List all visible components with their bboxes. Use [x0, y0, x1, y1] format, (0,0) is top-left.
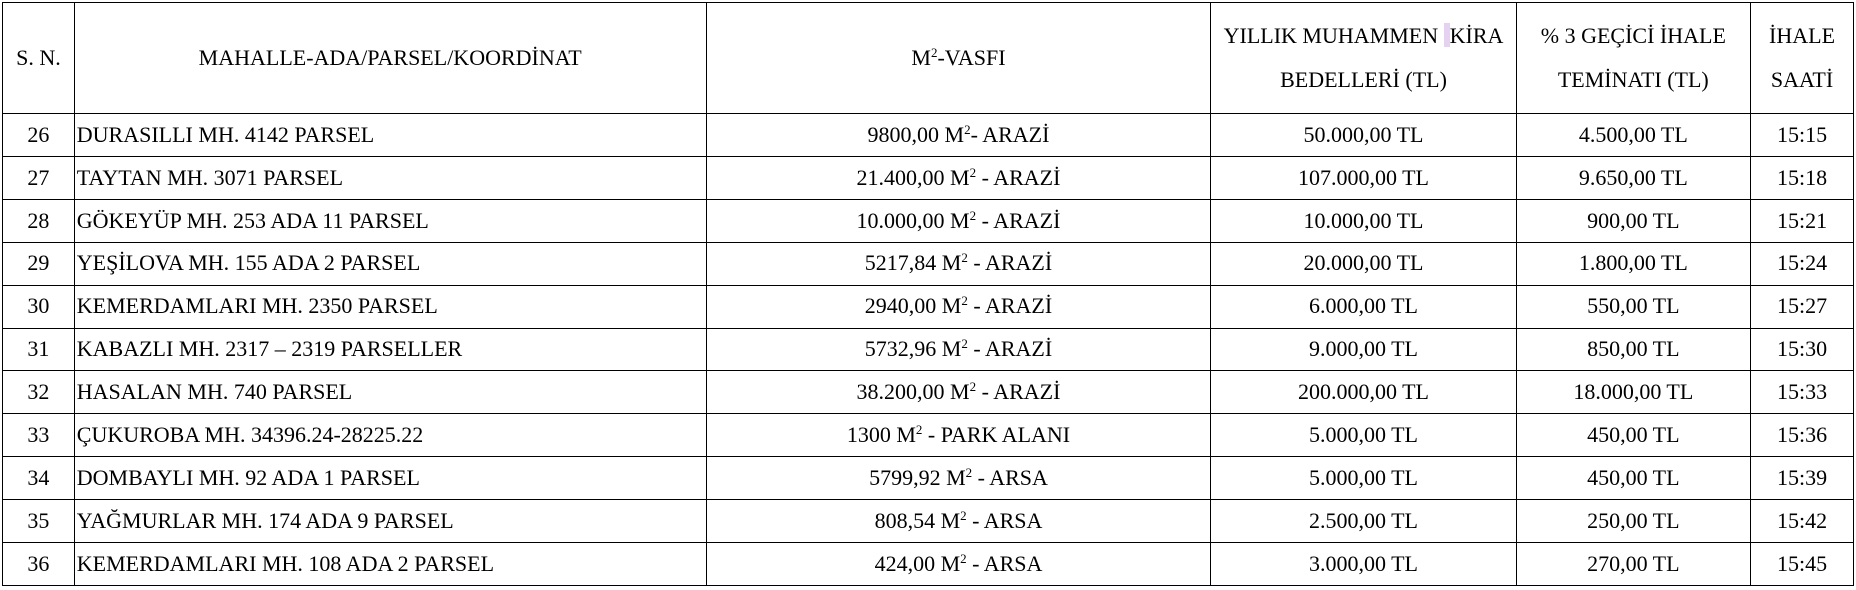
row-rent: 6.000,00 TL	[1211, 285, 1516, 328]
table-row	[3, 414, 1854, 457]
table-row	[3, 457, 1854, 500]
auction-table	[2, 2, 1854, 586]
table-row	[3, 543, 1854, 586]
table-row	[3, 328, 1854, 371]
row-area: 424,00 $M^2$ - ARSA	[706, 543, 1211, 586]
row-area: 38.200,00 $M^2$ - ARAZİ	[706, 371, 1211, 414]
header-rent: YILLIK MUHAMMEN KİRA BEDELLERİ (TL)	[1211, 3, 1516, 114]
row-rent: 2.500,00 TL	[1211, 500, 1516, 543]
row-deposit: 900,00 TL	[1516, 199, 1751, 242]
row-area: 10.000,00 $M^2$ - ARAZİ	[706, 199, 1211, 242]
row-time: 15:42	[1751, 500, 1854, 543]
row-time: 15:15	[1751, 114, 1854, 157]
row-area: 9800,00 $M^2-$ ARAZİ	[706, 114, 1211, 157]
row-area: 5217,84 $M^2$ - ARAZİ	[706, 242, 1211, 285]
row-rent: 200.000,00 TL	[1211, 371, 1516, 414]
table-row	[3, 371, 1854, 414]
row-time: 15:36	[1751, 414, 1854, 457]
header-location: MAHALLE-ADA/PARSEL/KOORDİNAT	[74, 3, 706, 114]
row-location: KABAZLI MH. 2317 – 2319 PARSELLER	[74, 328, 706, 371]
table-row	[3, 199, 1854, 242]
row-sn: 33	[3, 414, 75, 457]
header-area: $M^2$-VASFI	[706, 3, 1211, 114]
table-row	[3, 114, 1854, 157]
row-area: 5732,96 $M^2$ - ARAZİ	[706, 328, 1211, 371]
row-sn: 28	[3, 199, 75, 242]
row-sn: 29	[3, 242, 75, 285]
row-sn: 31	[3, 328, 75, 371]
row-time: 15:30	[1751, 328, 1854, 371]
row-sn: 34	[3, 457, 75, 500]
row-time: 15:33	[1751, 371, 1854, 414]
row-area: 808,54 $M^2$ - ARSA	[706, 500, 1211, 543]
header-sn: S. N.	[3, 3, 75, 114]
header-deposit: % 3 GEÇİCİ İHALE TEMİNATI (TL)	[1516, 3, 1751, 114]
row-area: 21.400,00 $M^2$ - ARAZİ	[706, 156, 1211, 199]
row-rent: 5.000,00 TL	[1211, 414, 1516, 457]
row-sn: 36	[3, 543, 75, 586]
row-sn: 32	[3, 371, 75, 414]
table-row	[3, 242, 1854, 285]
row-area: 1300 $M^2$ - PARK ALANI	[706, 414, 1211, 457]
row-location: YAĞMURLAR MH. 174 ADA 9 PARSEL	[74, 500, 706, 543]
table-row	[3, 156, 1854, 199]
header-row	[3, 3, 1854, 114]
row-location: ÇUKUROBA MH. 34396.24-28225.22	[74, 414, 706, 457]
row-rent: 9.000,00 TL	[1211, 328, 1516, 371]
row-time: 15:27	[1751, 285, 1854, 328]
row-location: DURASILLI MH. 4142 PARSEL	[74, 114, 706, 157]
row-deposit: 450,00 TL	[1516, 414, 1751, 457]
row-deposit: 850,00 TL	[1516, 328, 1751, 371]
row-area: 5799,92 $M^2$ - ARSA	[706, 457, 1211, 500]
row-time: 15:24	[1751, 242, 1854, 285]
row-sn: 26	[3, 114, 75, 157]
row-area: 2940,00 $M^2$ - ARAZİ	[706, 285, 1211, 328]
row-sn: 27	[3, 156, 75, 199]
row-deposit: 550,00 TL	[1516, 285, 1751, 328]
row-time: 15:18	[1751, 156, 1854, 199]
row-deposit: 250,00 TL	[1516, 500, 1751, 543]
row-time: 15:39	[1751, 457, 1854, 500]
row-location: GÖKEYÜP MH. 253 ADA 11 PARSEL	[74, 199, 706, 242]
row-location: HASALAN MH. 740 PARSEL	[74, 371, 706, 414]
row-rent: 50.000,00 TL	[1211, 114, 1516, 157]
header-time: İHALE SAATİ	[1751, 3, 1854, 114]
row-location: DOMBAYLI MH. 92 ADA 1 PARSEL	[74, 457, 706, 500]
row-rent: 3.000,00 TL	[1211, 543, 1516, 586]
row-deposit: 1.800,00 TL	[1516, 242, 1751, 285]
table-row	[3, 500, 1854, 543]
row-deposit: 18.000,00 TL	[1516, 371, 1751, 414]
row-deposit: 4.500,00 TL	[1516, 114, 1751, 157]
row-location: KEMERDAMLARI MH. 108 ADA 2 PARSEL	[74, 543, 706, 586]
row-time: 15:21	[1751, 199, 1854, 242]
row-rent: 20.000,00 TL	[1211, 242, 1516, 285]
table-row	[3, 285, 1854, 328]
row-location: KEMERDAMLARI MH. 2350 PARSEL	[74, 285, 706, 328]
row-time: 15:45	[1751, 543, 1854, 586]
row-sn: 30	[3, 285, 75, 328]
row-sn: 35	[3, 500, 75, 543]
row-rent: 5.000,00 TL	[1211, 457, 1516, 500]
row-deposit: 9.650,00 TL	[1516, 156, 1751, 199]
row-location: YEŞİLOVA MH. 155 ADA 2 PARSEL	[74, 242, 706, 285]
row-location: TAYTAN MH. 3071 PARSEL	[74, 156, 706, 199]
row-deposit: 270,00 TL	[1516, 543, 1751, 586]
row-deposit: 450,00 TL	[1516, 457, 1751, 500]
row-rent: 107.000,00 TL	[1211, 156, 1516, 199]
row-rent: 10.000,00 TL	[1211, 199, 1516, 242]
